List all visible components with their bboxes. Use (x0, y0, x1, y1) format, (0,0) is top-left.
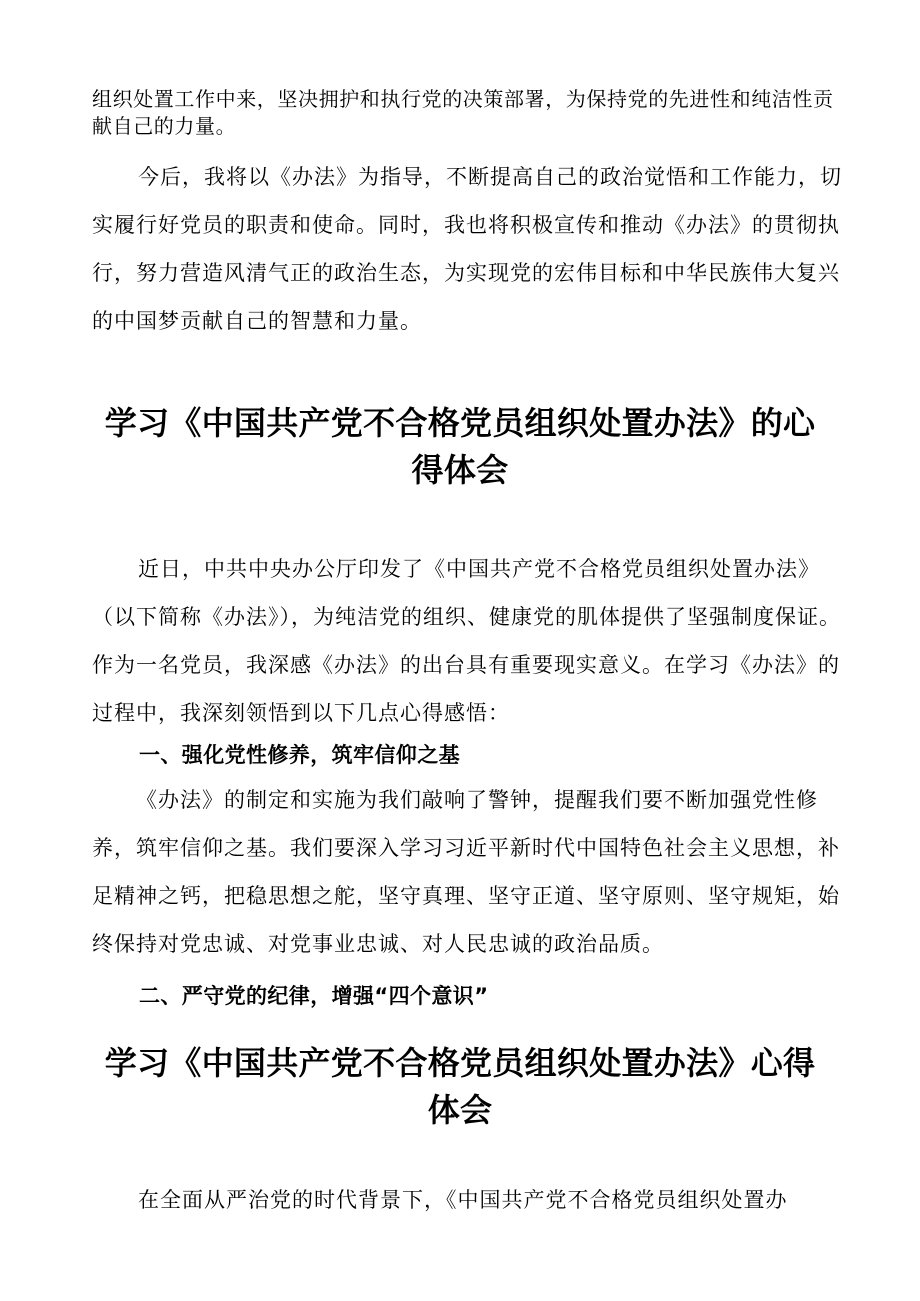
paragraph-strict-governance: 在全面从严治党的时代背景下，《中国共产党不合格党员组织处置办 (138, 1188, 788, 1212)
subheading-2: 二、严守党的纪律，增强“四个意识” (139, 984, 489, 1008)
paragraph-future-commitment: 今后，我将以《办法》为指导，不断提高自己的政治觉悟和工作能力，切实履行好党员的职责和使命。同时，我也将积极宣传和推动《办法》的贯彻执行，努力营造风清气正的政治生态，为实现党的宏伟目标和中华民族伟大复兴的中国梦贡献自己的智慧和力量。 (92, 165, 842, 333)
paragraph-party-spirit: 《办法》的制定和实施为我们敲响了警钟，提醒我们要不断加强党性修养，筑牢信仰之基。我们要深入学习习近平新时代中国特色社会主义思想，补足精神之钙，把稳思想之舵，坚守真理、坚守正道、坚守原则、坚守规矩，始终保持对党忠诚、对党事业忠诚、对人民忠诚的政治品质。 (92, 788, 840, 956)
paragraph-continuation: 组织处置工作中来，坚决拥护和执行党的决策部署，为保持党的先进性和纯洁性贡献自己的力量。 (92, 87, 834, 138)
paragraph-introduction: 近日，中共中央办公厅印发了《中国共产党不合格党员组织处置办法》（以下简称《办法》），为纯洁党的组织、健康党的肌体提供了坚强制度保证。作为一名党员，我深感《办法》的出台具有重要现实意义。在学习《办法》的过程中，我深刻领悟到以下几点心得感悟： (92, 557, 841, 725)
section-title-1: 学习《中国共产党不合格党员组织处置办法》的心得体会 (104, 404, 816, 489)
subheading-1: 一、强化党性修养，筑牢信仰之基 (139, 743, 460, 767)
section-title-2: 学习《中国共产党不合格党员组织处置办法》心得体会 (104, 1044, 816, 1129)
